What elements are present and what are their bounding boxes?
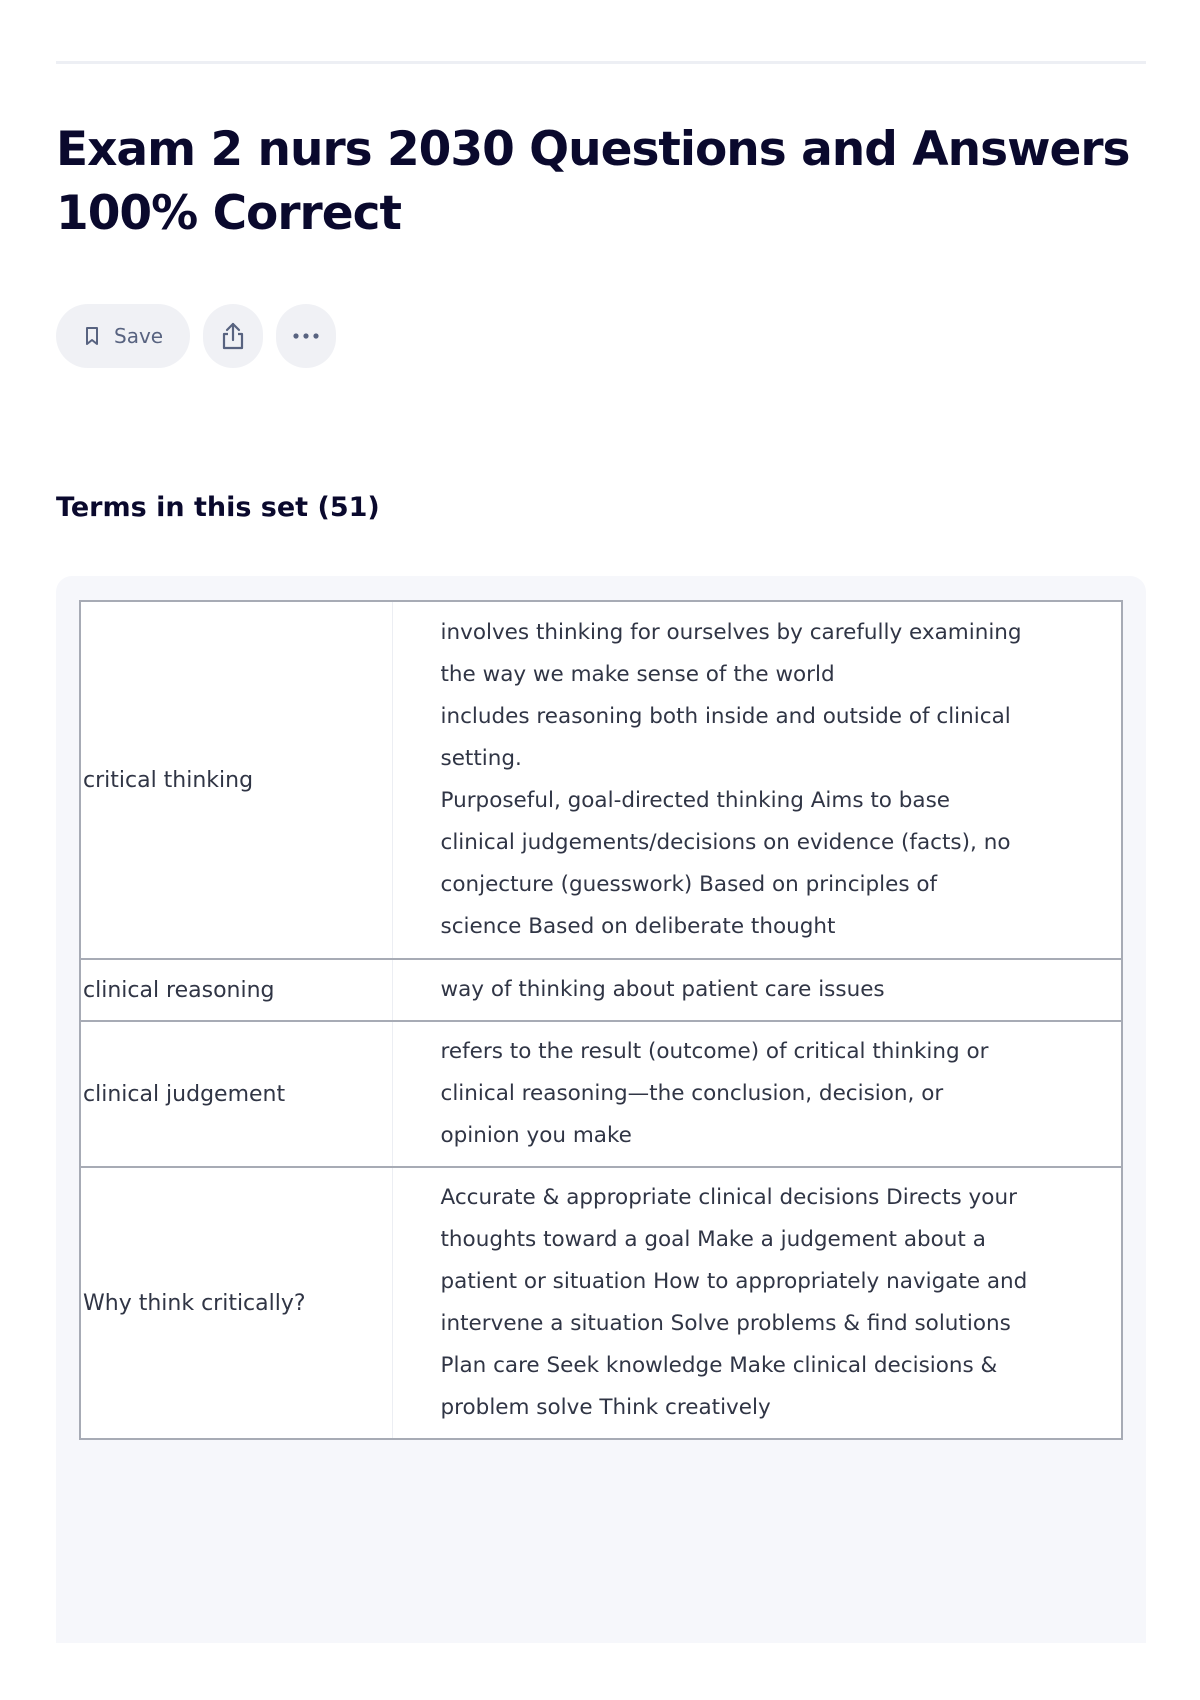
definition-cell xyxy=(392,1021,1122,1167)
top-divider xyxy=(56,61,1146,64)
term-cell: clinical reasoning xyxy=(80,959,392,1021)
table-row xyxy=(80,601,1122,959)
definition-line: conjecture (guesswork) Based on principles of xyxy=(440,872,938,897)
definition-cell xyxy=(392,601,1122,959)
definition-line: refers to the result (outcome) of critical thinking or xyxy=(440,1039,989,1064)
definition-line: setting. xyxy=(440,746,522,771)
table-row xyxy=(80,1167,1122,1439)
term-cell: clinical judgement xyxy=(80,1021,392,1167)
page-title: Exam 2 nurs 2030 Questions and Answers 100% Correct xyxy=(56,122,1130,241)
table-row xyxy=(80,959,1122,1021)
term-cell: critical thinking xyxy=(80,601,392,959)
action-bar xyxy=(56,304,336,368)
definition-line: opinion you make xyxy=(440,1123,632,1148)
definition-line: Accurate & appropriate clinical decisions Directs your xyxy=(440,1185,1017,1210)
definition-line: clinical reasoning—the conclusion, decision, or xyxy=(440,1081,944,1106)
more-options-button[interactable] xyxy=(276,304,336,368)
definition-line: involves thinking for ourselves by carefully examining xyxy=(440,620,1022,645)
definition-line: thoughts toward a goal Make a judgement about a xyxy=(440,1227,986,1252)
terms-table xyxy=(79,600,1123,1440)
share-icon xyxy=(220,321,246,351)
definition-line: patient or situation How to appropriately navigate and xyxy=(440,1269,1028,1294)
definition-line: the way we make sense of the world xyxy=(440,662,835,687)
definition-line: intervene a situation Solve problems & find solutions xyxy=(440,1311,1011,1336)
save-button-label: Save xyxy=(114,324,164,348)
definition-line: way of thinking about patient care issues xyxy=(440,977,885,1002)
save-button[interactable] xyxy=(56,304,190,368)
terms-heading: Terms in this set (51) xyxy=(56,492,380,523)
table-row xyxy=(80,1021,1122,1167)
definition-line: Plan care Seek knowledge Make clinical decisions & xyxy=(440,1353,998,1378)
definition-cell xyxy=(392,1167,1122,1439)
more-options-icon xyxy=(292,332,320,340)
definition-line: science Based on deliberate thought xyxy=(440,914,836,939)
bookmark-icon xyxy=(84,326,100,346)
share-button[interactable] xyxy=(203,304,263,368)
definition-line: problem solve Think creatively xyxy=(440,1395,771,1420)
definition-cell xyxy=(392,959,1122,1021)
definition-line: includes reasoning both inside and outside of clinical xyxy=(440,704,1011,729)
definition-line: clinical judgements/decisions on evidence (facts), no xyxy=(440,830,1011,855)
term-cell: Why think critically? xyxy=(80,1167,392,1439)
definition-line: Purposeful, goal-directed thinking Aims to base xyxy=(440,788,951,813)
